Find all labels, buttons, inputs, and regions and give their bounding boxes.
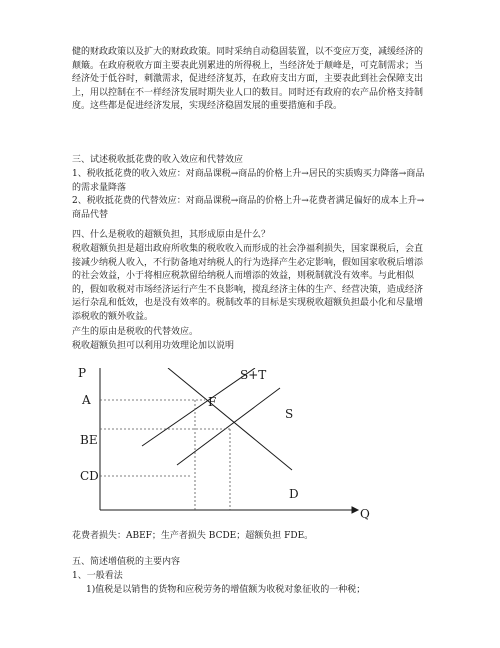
label-f: F bbox=[208, 395, 217, 409]
paragraph-fiscal-policy: 健的财政政策以及扩大的财政政策。同时采纳自动稳固装置，以不变应万变，减缓经济的颠簸。在政府税收方面主要表此别累进的所得税上，当经济处于颠峰是，可克制需求；当经济处于低谷时，刺激需求，促进经济复苏，在政府支出方面，主要表此到社会保障支出上，用以控制在不一样经济发展时期失业人口的数目。同时还有政府的农产品价格支持制度。这些都是促进经济发展，实现经济稳固发展的重要措施和手段。 bbox=[72, 47, 424, 111]
section-3-item-2: 2、税收抵花费的代替效应：对商品课税→商品的价格上升→花费者满足偏好的成本上升→商品代替 bbox=[72, 196, 425, 220]
label-a: A bbox=[82, 393, 91, 407]
section-5-subtitle: 1、一般看法 bbox=[72, 571, 123, 581]
axis-x-label: Q bbox=[360, 507, 370, 521]
curve-label-s: S bbox=[285, 407, 294, 421]
cause-line-2: 税收超额负担可以利用功效理论加以说明 bbox=[72, 341, 235, 351]
axis-y-label: P bbox=[78, 368, 87, 380]
label-be: BE bbox=[80, 433, 98, 447]
section-3-title: 三、试述税收抵花费的收入效应和代替效应 bbox=[72, 155, 244, 165]
curve-label-s-plus-t: S+T bbox=[240, 368, 267, 382]
cause-line-1: 产生的原由是税收的代替效应。 bbox=[72, 327, 199, 337]
section-5-item-1: 1)值税是以销售的货物和应税劳务的增值额为收税对象征收的一种税； bbox=[86, 585, 366, 595]
section-4-title: 四、什么是税收的超额负担，其形成原由是什么？ bbox=[72, 230, 271, 240]
loss-summary: 花费者损失：ABEF；生产者损失 BCDE；超额负担 FDE。 bbox=[72, 531, 314, 541]
section-5-title: 五、简述增值税的主要内容 bbox=[72, 557, 181, 567]
curve-label-d: D bbox=[289, 487, 299, 501]
supply-tax-curve bbox=[142, 368, 255, 446]
section-4-body: 税收超额负担是超出政府所收集的税收收入而形成的社会净福利损失，国家课税后，会直接减少纳税人收入，不行防备地对纳税人的行为选择产生必定影响，假如国家收税后增添的社会效益，小于将相应税款留给纳税人而增添的效益，则税制就没有效率。与此相似的，假如收税对市场经济运行产生不良影响，搅乱经济主体的生产、经营决策，造成经济运行杂乱和低效，也是没有效率的。税制改革的目标是实现税收超额负担最小化和尽量增添税收的额外收益。 bbox=[72, 244, 424, 322]
excess-burden-diagram bbox=[70, 368, 370, 526]
supply-curve bbox=[177, 388, 280, 465]
horizontal-axis-arrow bbox=[352, 507, 358, 513]
section-3-item-1: 1、税收抵花费的收入效应：对商品课税→商品的价格上升→居民的实质购买力降落→商品的需求量降落 bbox=[72, 169, 425, 193]
label-cd: CD bbox=[80, 469, 99, 483]
